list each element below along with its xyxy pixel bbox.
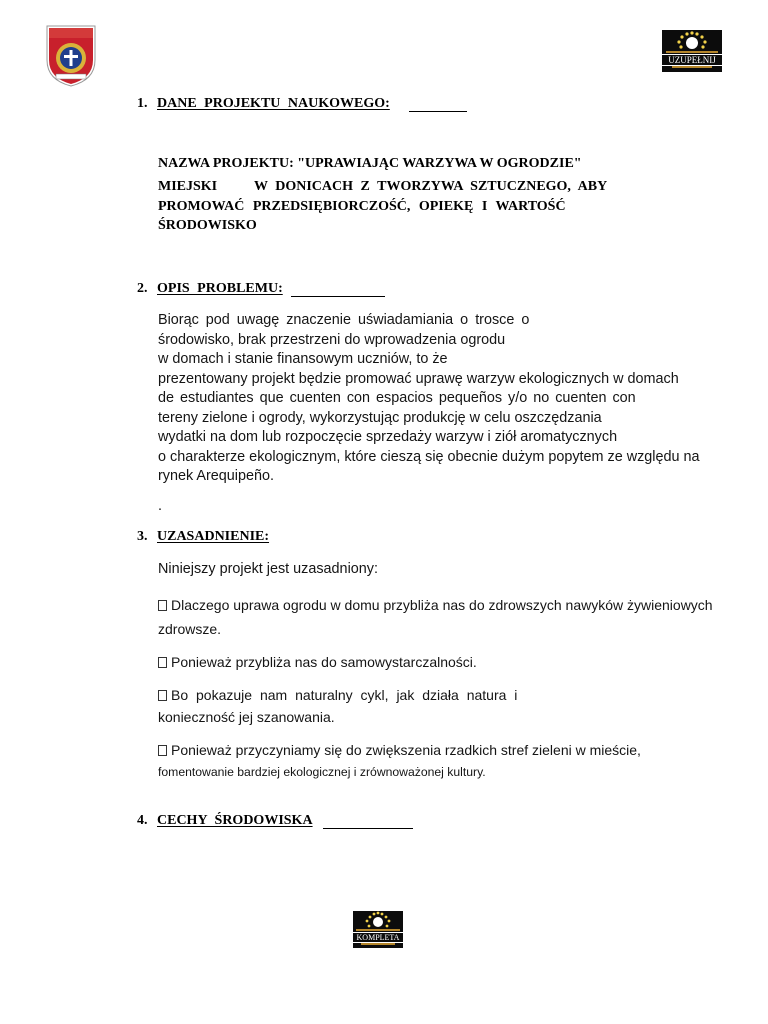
underline-blank <box>291 296 385 297</box>
uzupelnij-badge <box>662 30 722 72</box>
section-number: 1. <box>137 96 148 111</box>
section-4-heading <box>137 813 427 831</box>
justification-bullet-3 <box>158 687 517 703</box>
bullet-text: Ponieważ przybliża nas do samowystarczalności. <box>171 654 477 670</box>
section-title: DANE PROJEKTU NAUKOWEGO: <box>157 96 390 111</box>
badge-label: KOMPLETA <box>353 932 403 943</box>
section-title: OPIS PROBLEMU: <box>157 281 283 296</box>
problem-line: tereny zielone i ogrody, wykorzystując produkcję w celu oszczędzania <box>158 409 602 426</box>
checkbox-bullet-icon <box>158 600 167 611</box>
section-3-heading <box>137 529 337 547</box>
justification-bullet-1 <box>158 597 713 613</box>
project-name-line-2a: MIEJSKI <box>158 179 218 194</box>
bullet-text: Dlaczego uprawa ogrodu w domu przybliża nas do zdrowszych nawyków żywieniowych <box>171 597 713 613</box>
justification-bullet-4 <box>158 742 641 758</box>
section-number: 2. <box>137 281 148 296</box>
bullet-text: Ponieważ przyczyniamy się do zwiększenia rzadkich stref zieleni w mieście, <box>171 742 641 758</box>
justification-bullet-2 <box>158 654 477 670</box>
problem-line: rynek Arequipeño. <box>158 468 275 484</box>
problem-line: o charakterze ekologicznym, które cieszą się obecnie dużym popytem ze względu na <box>158 448 700 465</box>
checkbox-bullet-icon <box>158 745 167 756</box>
school-shield-logo <box>44 22 98 88</box>
section-2-heading <box>137 281 397 299</box>
problem-line: środowisko, brak przestrzeni do wprowadzenia ogrodu <box>158 331 506 348</box>
badge-label: UZUPEŁNIJ <box>662 54 722 66</box>
problem-line: Biorąc pod uwagę znaczenie uświadamiania o trosce o <box>158 312 530 328</box>
kompleta-badge <box>353 911 403 948</box>
section-number: 4. <box>137 813 148 828</box>
justification-intro: Niniejszy projekt jest uzasadniony: <box>158 561 378 577</box>
justification-bullet-4-cont: fomentowanie bardziej ekologicznej i zrównoważonej kultury. <box>158 765 486 779</box>
section-1-heading <box>137 96 477 114</box>
underline-blank <box>323 828 413 829</box>
section-number: 3. <box>137 529 148 544</box>
problem-line: w domach i stanie finansowym uczniów, to że <box>158 351 448 367</box>
trailing-dot: . <box>158 498 162 514</box>
section-title: UZASADNIENIE: <box>157 529 270 544</box>
underline-blank <box>409 111 467 112</box>
checkbox-bullet-icon <box>158 657 167 668</box>
project-name-line-4: ŚRODOWISKO <box>158 218 257 233</box>
bullet-text: Bo pokazuje nam naturalny cykl, jak działa natura i <box>171 687 518 703</box>
problem-line: prezentowany projekt będzie promować uprawę warzyw ekologicznych w domach <box>158 370 679 387</box>
project-name-line-1: NAZWA PROJEKTU: "UPRAWIAJĄC WARZYWA W OGRODZIE" <box>158 156 582 171</box>
project-name-line-3: PROMOWAĆ PRZEDSIĘBIORCZOŚĆ, OPIEKĘ I WARTOŚĆ <box>158 199 566 214</box>
problem-line: wydatki na dom lub rozpoczęcie sprzedaży warzyw i ziół aromatycznych <box>158 429 618 445</box>
checkbox-bullet-icon <box>158 690 167 701</box>
problem-line: de estudiantes que cuenten con espacios pequeños y/o no cuenten con <box>158 390 636 406</box>
justification-bullet-1-cont: zdrowsze. <box>158 621 222 637</box>
project-name-line-2b: W DONICACH Z TWORZYWA SZTUCZNEGO, ABY <box>254 179 608 194</box>
section-title: CECHY ŚRODOWISKA <box>157 813 313 828</box>
problem-description <box>158 311 738 487</box>
justification-bullet-3-cont: konieczność jej szanowania. <box>158 709 335 725</box>
